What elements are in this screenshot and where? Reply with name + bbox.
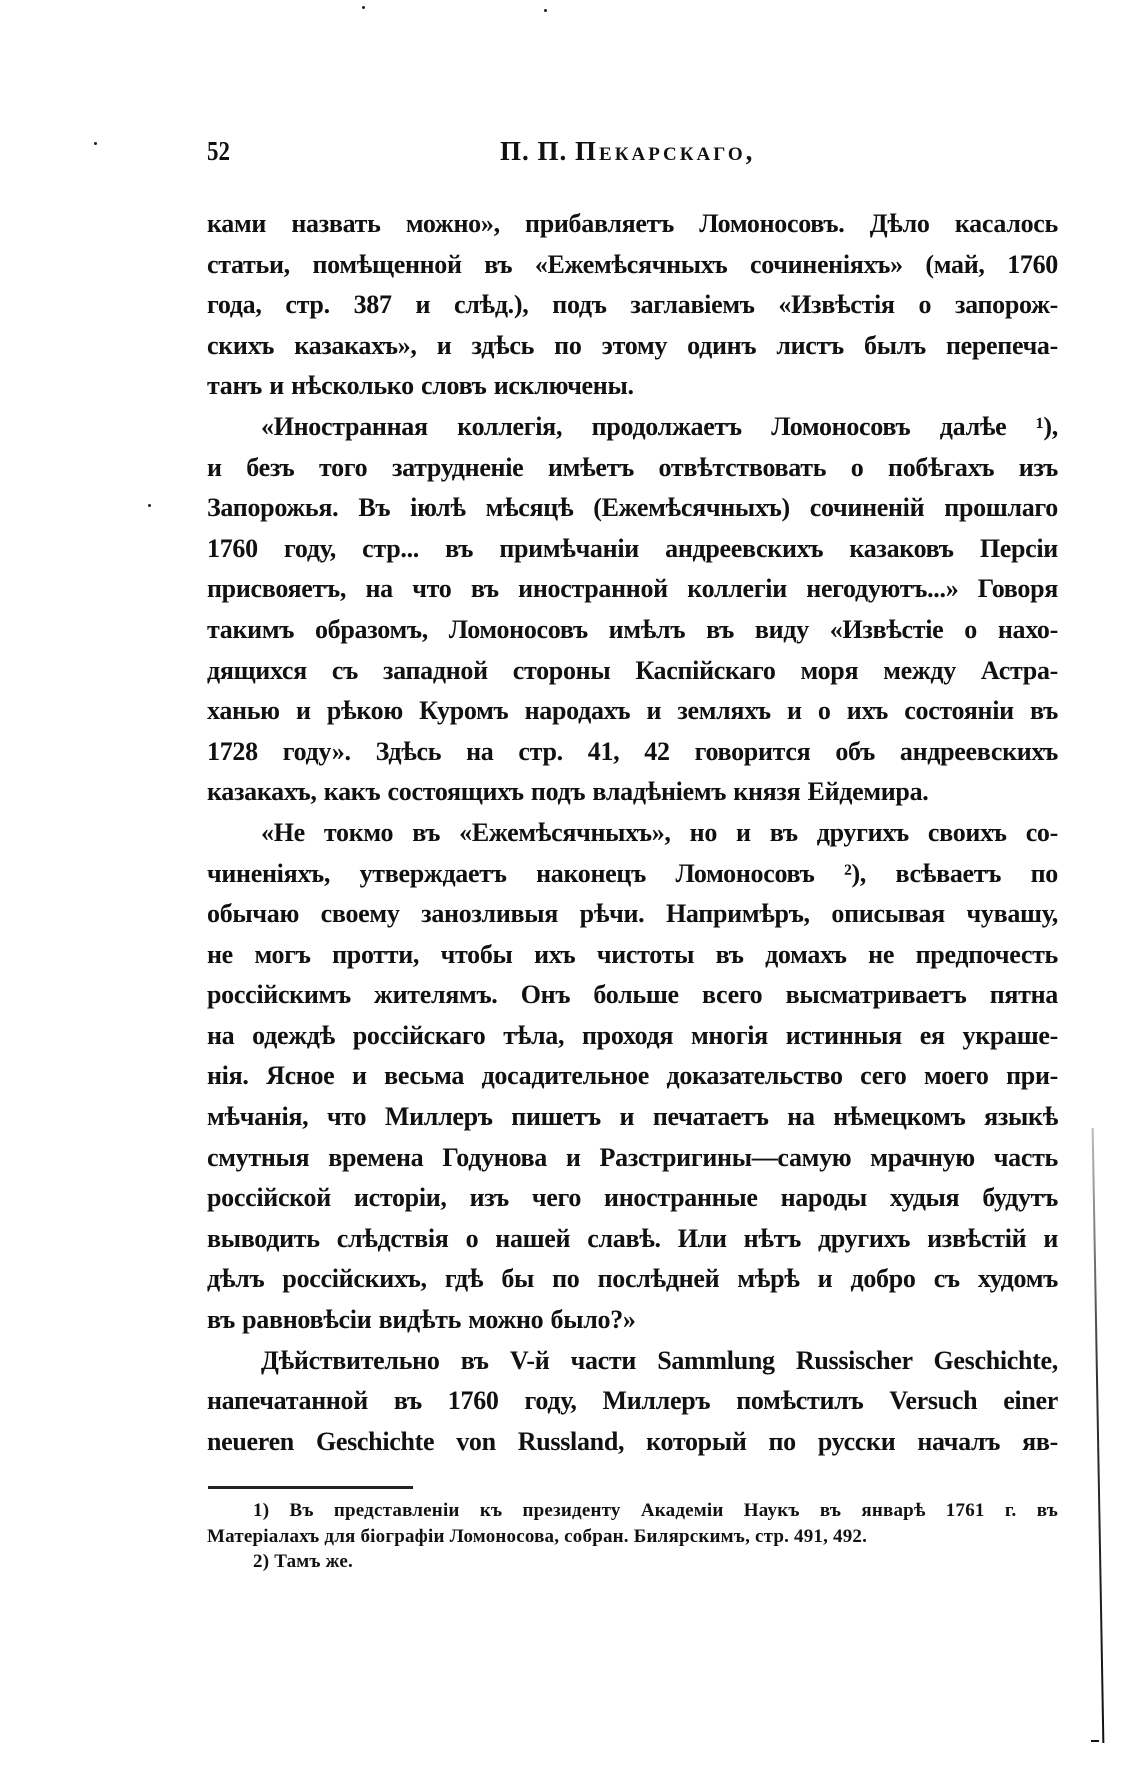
- text-line: на одеждѣ россійскаго тѣла, проходя многія истинныя ея украше-: [207, 1020, 1058, 1050]
- paragraph-4: [207, 1341, 1058, 1463]
- text-line: въ равновѣсіи видѣть можно было?»: [207, 1305, 636, 1335]
- text-line: ханью и рѣкою Куромъ народахъ и земляхъ и о ихъ состояніи въ: [207, 696, 1058, 726]
- body-text: [207, 204, 1058, 1462]
- text-line: Запорожья. Въ іюлѣ мѣсяцѣ (Ежемѣсячныхъ) сочиненій прошлаго: [207, 493, 1058, 523]
- text-line: танъ и нѣсколько словъ исключены.: [207, 371, 634, 401]
- scan-margin-tick: [1091, 1740, 1099, 1742]
- scan-speck: [148, 504, 151, 507]
- text-line: выводить слѣдствія о нашей славѣ. Или нѣтъ другихъ извѣстій и: [207, 1223, 1058, 1253]
- text-line: казакахъ, какъ состоящихъ подъ владѣніемъ князя Ейдемира.: [207, 777, 929, 807]
- text-line: Дѣйствительно въ V-й части Sammlung Russischer Geschichte,: [261, 1345, 1058, 1375]
- text-line: нія. Ясное и весьма досадительное доказательство сего моего при-: [207, 1061, 1058, 1091]
- scan-speck: [362, 6, 365, 9]
- footnote-text: Тамъ же.: [274, 1551, 353, 1572]
- footnote-line: [207, 1498, 1058, 1524]
- text-line: скихъ казакахъ», и здѣсь по этому одинъ листъ былъ перепеча-: [207, 330, 1058, 360]
- text-line: neueren Geschichte von Russland, который по русски началъ яв-: [207, 1426, 1058, 1456]
- footnote-2: [207, 1549, 1058, 1575]
- footnotes: [207, 1498, 1058, 1575]
- scan-speck: [544, 9, 547, 12]
- text-line: и безъ того затрудненіе имѣетъ отвѣтствовать о побѣгахъ изъ: [207, 452, 1058, 482]
- text-line: «Иностранная коллегія, продолжаетъ Ломоносовъ далѣе ¹),: [261, 411, 1058, 441]
- text-line: такимъ образомъ, Ломоносовъ имѣлъ въ виду «Извѣстіе о нахо-: [207, 614, 1058, 644]
- text-line: присвояетъ, на что въ иностранной коллегіи негодуютъ...» Говоря: [207, 574, 1058, 604]
- text-line: напечатанной въ 1760 году, Миллеръ помѣстилъ Versuch einer: [207, 1386, 1058, 1416]
- text-line: не могъ протти, чтобы ихъ чистоты въ домахъ не предпочесть: [207, 939, 1058, 969]
- paragraph-2: [207, 407, 1058, 813]
- text-line: дящихся съ западной стороны Каспійскаго моря между Астра-: [207, 655, 1058, 685]
- text-line: года, стр. 387 и слѣд.), подъ заглавіемъ «Извѣстія о запорож-: [207, 290, 1058, 320]
- footnote-1: [207, 1498, 1058, 1549]
- text-line: 1760 году, стр... въ примѣчаніи андреевскихъ казаковъ Персіи: [207, 533, 1058, 563]
- text-line: дѣлъ россійскихъ, гдѣ бы по послѣдней мѣрѣ и добро съ худомъ: [207, 1264, 1058, 1294]
- running-head-title: [500, 136, 755, 167]
- paragraph-1: [207, 204, 1058, 407]
- scan-speck: [94, 142, 97, 145]
- text-line: обычаю своему занозливыя рѣчи. Напримѣръ, описывая чувашу,: [207, 899, 1058, 929]
- footnote-separator: [208, 1486, 413, 1489]
- paragraph-3: [207, 813, 1058, 1341]
- footnote-marker: 2): [253, 1551, 270, 1572]
- footnote-line: Матеріалахъ для біографіи Ломоносова, собран. Билярскимъ, стр. 491, 492.: [207, 1525, 868, 1547]
- text-line: мѣчанія, что Миллеръ пишетъ и печатаетъ на нѣмецкомъ языкѣ: [207, 1102, 1058, 1132]
- author-initials: П. П.: [500, 136, 568, 166]
- text-line: статьи, помѣщенной въ «Ежемѣсячныхъ сочиненіяхъ» (май, 1760: [207, 249, 1058, 279]
- text-line: ками назвать можно», прибавляетъ Ломоносовъ. Дѣло касалось: [207, 209, 1058, 238]
- text-line: россійской исторіи, изъ чего иностранные народы худыя будутъ: [207, 1183, 1058, 1213]
- text-line: россійскимъ жителямъ. Онъ больше всего высматриваетъ пятна: [207, 980, 1058, 1010]
- footnote-text: Въ представленіи къ президенту Академіи Наукъ въ январѣ 1761 г. въ: [289, 1500, 1058, 1521]
- text-line: чиненіяхъ, утверждаетъ наконецъ Ломоносовъ ²), всѣваетъ по: [207, 858, 1058, 888]
- author-name: Пекарскаго,: [575, 136, 756, 166]
- footnote-line: [207, 1549, 1058, 1575]
- text-line: 1728 году». Здѣсь на стр. 41, 42 говорится объ андреевскихъ: [207, 736, 1058, 766]
- page-number: 52: [207, 136, 230, 166]
- running-head: [207, 136, 1058, 176]
- footnote-marker: 1): [253, 1500, 270, 1521]
- text-line: «Не токмо въ «Ежемѣсячныхъ», но и въ другихъ своихъ со-: [261, 817, 1058, 847]
- text-line: смутныя времена Годунова и Разстригины—самую мрачную часть: [207, 1142, 1058, 1172]
- scan-margin-line: [1092, 1128, 1105, 1743]
